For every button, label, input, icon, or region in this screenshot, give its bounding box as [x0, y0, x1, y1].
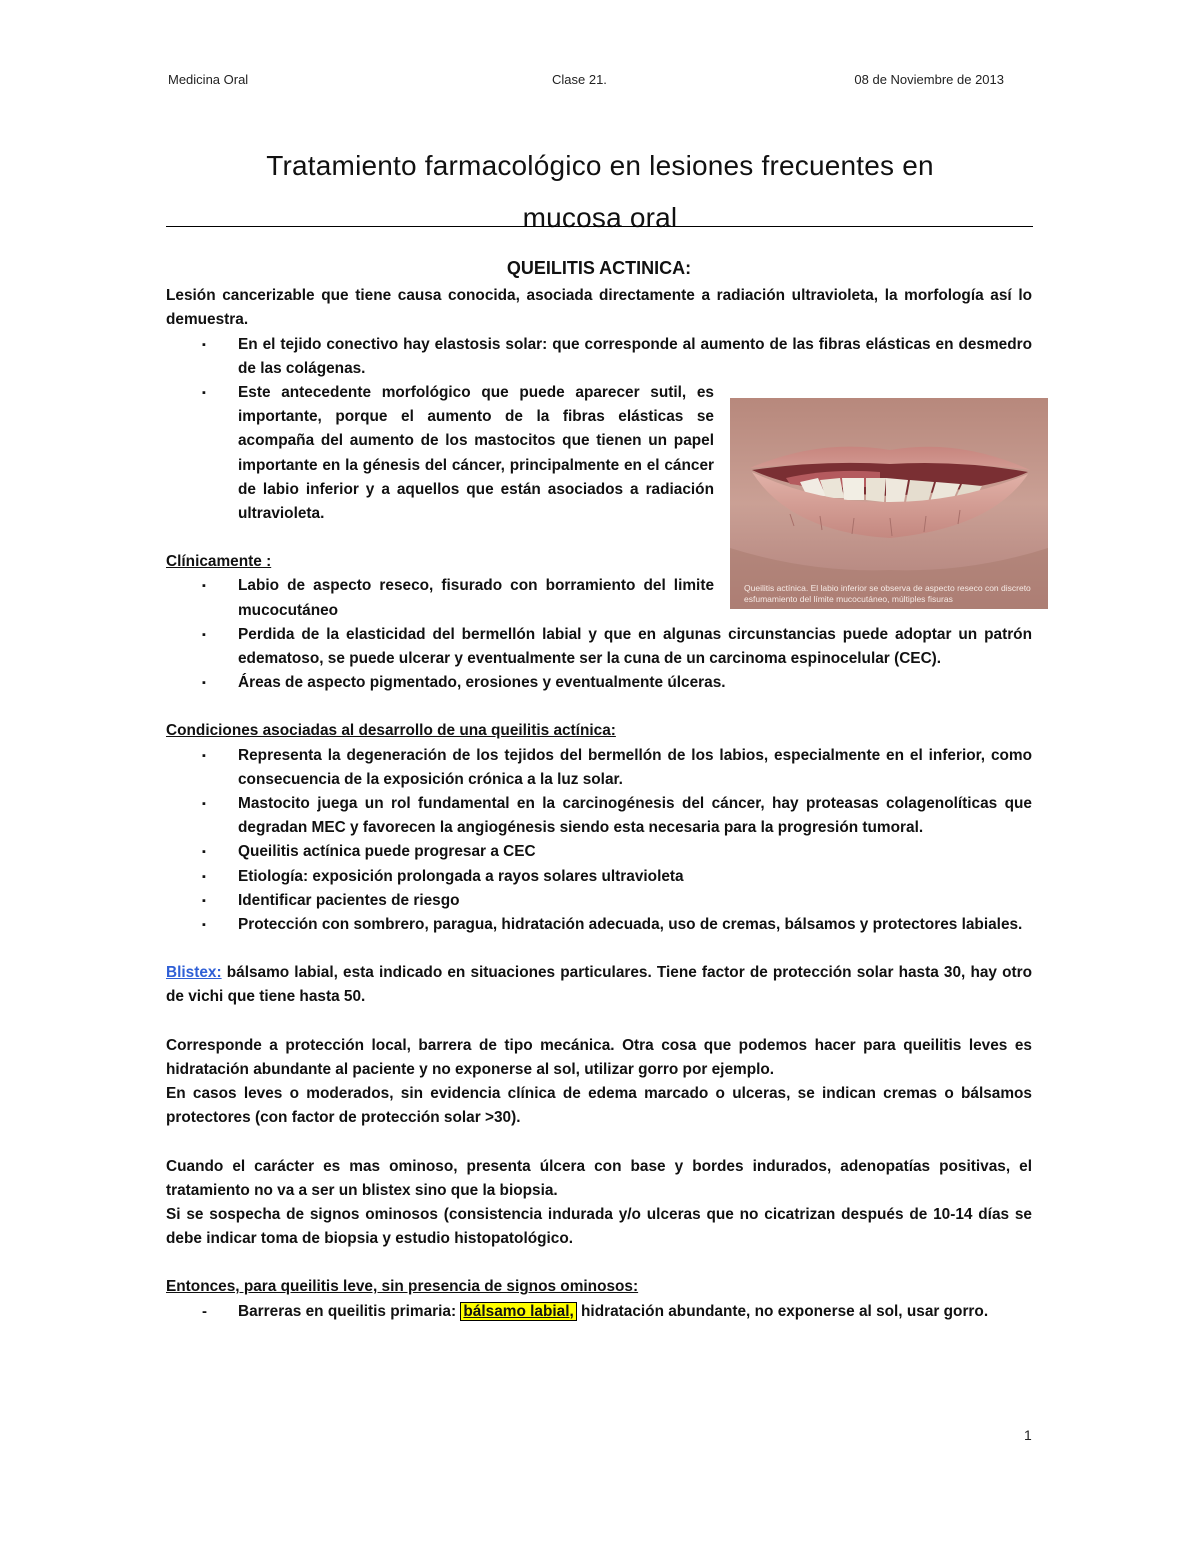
bullet-icon: ▪ [202, 338, 206, 351]
bullet-icon: ▪ [202, 580, 206, 593]
conditions-bullet-list [166, 744, 1032, 938]
header-class: Clase 21. [552, 72, 607, 87]
section-heading-queilitis: QUEILITIS ACTINICA: [506, 258, 692, 278]
list-item-text: En el tejido conectivo hay elastosis solar: que corresponde al aumento de las fibras elásticas en desmedro de las colágenas. [238, 335, 1032, 377]
title-line-1: Tratamiento farmacológico en lesiones frecuentes en [266, 150, 934, 181]
blistex-link[interactable]: Blistex: [166, 964, 222, 982]
header-date: 08 de Noviembre de 2013 [854, 72, 1004, 87]
list-item-text: Etiología: exposición prolongada a rayos solares ultravioleta [238, 867, 684, 885]
title-divider [166, 226, 1033, 227]
list-item [166, 671, 1032, 695]
list-item-text: Áreas de aspecto pigmentado, erosiones y eventualmente úlceras. [238, 674, 726, 692]
list-item [166, 744, 1032, 792]
clinical-bullet-list [166, 574, 1032, 695]
page-number: 1 [1024, 1427, 1032, 1443]
list-item-text: Labio de aspecto reseco, fisurado con borramiento del limite mucocutáneo [238, 577, 714, 619]
list-item-text: Este antecedente morfológico que puede aparecer sutil, es importante, porque el aumento de la fibras elásticas se acompaña del aumento de los mastocitos que tienen un papel importante en la génesis del cáncer, principalmente en el cáncer de labio inferior y a aquellos que están asociados a radiación ultravioleta. [238, 384, 714, 523]
mild-item-suffix: hidratación abundante, no exponerse al sol, usar gorro. [576, 1302, 989, 1320]
bullet-icon: ▪ [202, 846, 206, 859]
bullet-icon: ▪ [202, 894, 206, 907]
paragraph-ominous: Cuando el carácter es mas ominoso, presenta úlcera con base y bordes indurados, adenopatías positivas, el tratamiento no va a ser un blistex sino que la biopsia. [166, 1157, 1032, 1199]
title-line-2: mucosa oral [522, 202, 678, 233]
bullet-icon: ▪ [202, 870, 206, 883]
bullet-icon: ▪ [202, 749, 206, 762]
list-item [166, 574, 714, 622]
mild-heading: Entonces, para queilitis leve, sin presencia de signos ominosos: [166, 1278, 639, 1296]
list-item-text: Identificar pacientes de riesgo [238, 891, 460, 909]
intro-paragraph: Lesión cancerizable que tiene causa conocida, asociada directamente a radiación ultravioleta, la morfología así lo demuestra. [166, 287, 1032, 329]
bullet-icon: ▪ [202, 798, 206, 811]
list-item [166, 1300, 1032, 1324]
mild-item-prefix: Barreras en queilitis primaria: [238, 1302, 461, 1320]
header-course: Medicina Oral [168, 72, 249, 87]
paragraph-local-protection: Corresponde a protección local, barrera de tipo mecánica. Otra cosa que podemos hacer para queilitis leves es hidratación abundante al paciente y no exponerse al sol, utilizar gorro por ejemplo. [166, 1036, 1032, 1078]
list-item [166, 889, 1032, 913]
list-item-text: Protección con sombrero, paragua, hidratación adecuada, uso de cremas, bálsamos y protectores labiales. [238, 916, 1023, 934]
blistex-paragraph [166, 961, 1032, 1009]
list-item [166, 381, 714, 526]
bullet-icon: ▪ [202, 919, 206, 932]
blistex-text: bálsamo labial, esta indicado en situaciones particulares. Tiene factor de protección solar hasta 30, hay otro de vichi que tiene hasta 50. [166, 964, 1032, 1006]
paragraph-mild-cases: En casos leves o moderados, sin evidencia clínica de edema marcado o ulceras, se indican cremas o bálsamos protectores (con factor de protección solar >30). [166, 1085, 1032, 1127]
list-item-text: Mastocito juega un rol fundamental en la carcinogénesis del cáncer, hay proteasas colagenolíticas que degradan MEC y favorecen la angiogénesis siendo esta necesaria para la progresión tumoral. [238, 795, 1032, 837]
list-item-text: Representa la degeneración de los tejidos del bermellón de los labios, especialmente en el inferior, como consecuencia de la exposición crónica a la luz solar. [238, 746, 1032, 788]
list-item [166, 623, 1032, 671]
mild-list [166, 1300, 1032, 1324]
clinical-heading: Clínicamente : [166, 553, 272, 571]
paragraph-biopsy: Si se sospecha de signos ominosos (consistencia indurada y/o ulceras que no cicatrizan después de 10-14 días se debe indicar toma de biopsia y estudio histopatológico. [166, 1205, 1032, 1248]
list-item [166, 913, 1032, 937]
list-item-text: Perdida de la elasticidad del bermellón labial y que en algunas circunstancias puede adoptar un patrón edematoso, se puede ulcerar y eventualmente ser la cuna de un carcinoma espinocelular (CEC). [238, 625, 1032, 668]
queilitis-bullet-list [166, 333, 1032, 527]
list-item [166, 865, 1032, 889]
list-item [166, 840, 1032, 864]
list-item [166, 792, 1032, 840]
highlighted-term: bálsamo labial, [460, 1302, 576, 1321]
list-item-text: Queilitis actínica puede progresar a CEC [238, 843, 536, 861]
photo-caption: Queilitis actínica. El labio inferior se observa de aspecto reseco con discreto esfumamiento del límite mucocutáneo, múltiples fisuras [744, 583, 1031, 604]
bullet-icon: ▪ [202, 387, 206, 400]
bullet-icon: ▪ [202, 628, 206, 641]
bullet-icon: ▪ [202, 677, 206, 690]
conditions-heading: Condiciones asociadas al desarrollo de una queilitis actínica: [166, 722, 616, 740]
document-title [168, 140, 1032, 244]
document-body [166, 256, 1032, 1324]
list-item [166, 333, 1032, 381]
dash-marker: - [202, 1302, 207, 1320]
